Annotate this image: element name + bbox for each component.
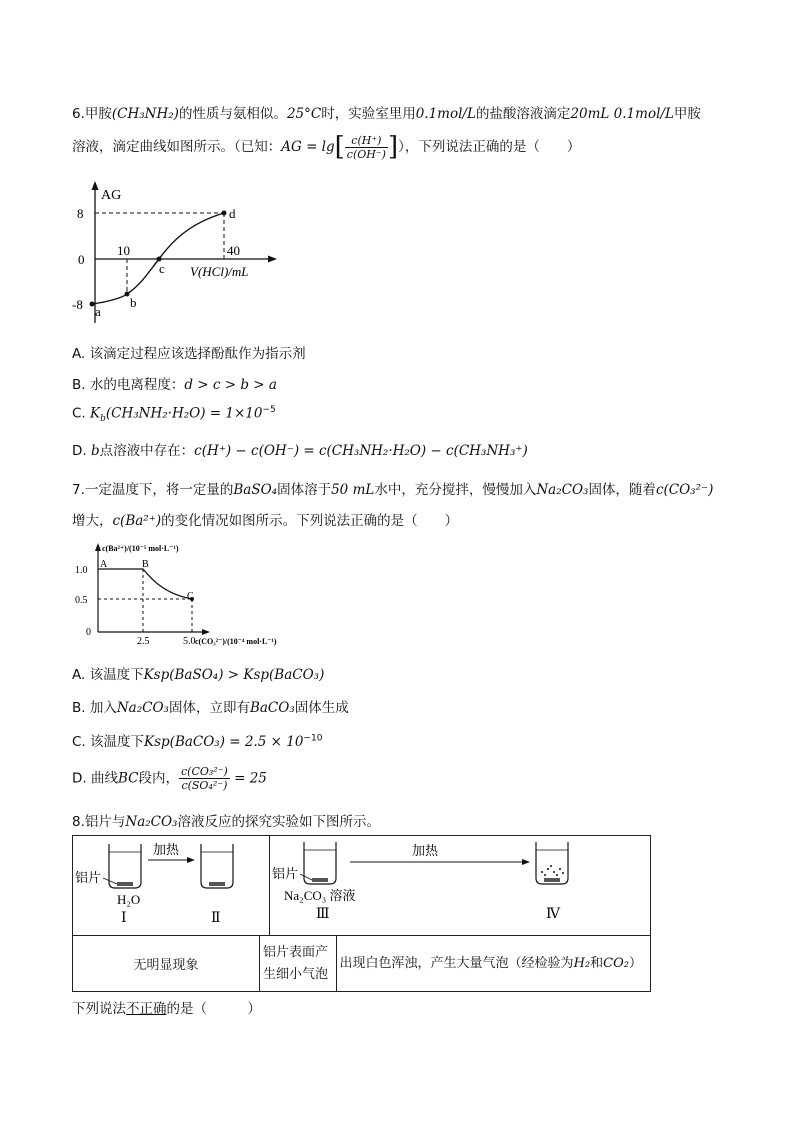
al-sheet-icon xyxy=(312,878,328,882)
y-tick-0: 0 xyxy=(78,252,85,267)
option-label: D. xyxy=(72,770,87,787)
option-text: 曲线 xyxy=(90,770,118,787)
option-text: 固体生成 xyxy=(294,700,349,716)
q8-stem xyxy=(72,810,380,830)
option-text: 该温度下 xyxy=(90,734,145,750)
label-A: A xyxy=(100,559,108,570)
x-tick-2.5: 2.5 xyxy=(137,636,150,647)
q8-question xyxy=(72,997,261,1017)
label-b: b xyxy=(130,295,137,310)
q7-baso4: BaSO₄ xyxy=(233,482,278,498)
label-I: Ⅰ xyxy=(121,911,127,926)
q7-stem-text: 固体，随着 xyxy=(588,482,656,498)
x-tick-5.0: 5.0 xyxy=(183,636,196,647)
option-math: b xyxy=(90,443,100,459)
option-math: Na₂CO₃ xyxy=(116,700,169,716)
q6-option-b xyxy=(72,373,277,393)
label-II: Ⅱ xyxy=(211,911,221,926)
q6-option-a xyxy=(72,342,306,362)
table-row-figures xyxy=(73,836,651,936)
q6-stem-text: ），下列说法正确的是（ ） xyxy=(398,139,581,155)
option-label: C. xyxy=(72,405,86,422)
label-al-sheet: 铝片 xyxy=(272,866,299,881)
option-math: Ksp(BaCO₃) = 2.5 × 10 xyxy=(144,734,304,750)
q6-option-d xyxy=(72,439,528,459)
obs-h2: H₂ xyxy=(573,955,591,971)
option-text: 该温度下 xyxy=(89,667,144,683)
x-tick-10: 10 xyxy=(117,243,130,258)
pointer-line xyxy=(300,874,312,880)
cell-observation-iv xyxy=(336,936,650,992)
label-h2o: H₂O xyxy=(117,892,141,907)
cell-figure-na2co3 xyxy=(270,836,651,936)
al-sheet-icon xyxy=(117,882,133,886)
option-math: BC xyxy=(117,770,139,787)
q7-cba: c(Ba²⁺) xyxy=(112,513,162,529)
option-label: A. xyxy=(72,346,86,362)
option-label: B. xyxy=(72,700,86,716)
q7-stem-text: 增大， xyxy=(72,513,113,529)
pointer-line xyxy=(103,878,117,884)
fraction-denominator: c(OH⁻) xyxy=(346,147,386,161)
q6-conc: 0.1mol/L xyxy=(415,106,476,122)
water-heating-figure xyxy=(73,836,259,931)
q6-ag-definition: AG = lg xyxy=(281,139,335,155)
q7-option-c xyxy=(72,730,322,750)
q7-volume: 50 mL xyxy=(331,482,375,498)
bracket-right: ] xyxy=(387,132,399,162)
option-label: C. xyxy=(72,734,86,750)
beaker-icon xyxy=(304,842,336,884)
y-tick-1.0: 1.0 xyxy=(75,565,88,576)
q6-volume: 20mL 0.1mol/L xyxy=(570,106,674,122)
obs-text: 和 xyxy=(590,955,604,971)
y-tick-0.5: 0.5 xyxy=(75,595,88,606)
q6-stem-line1 xyxy=(72,102,701,122)
point-d xyxy=(222,211,227,216)
q7-ba-concentration-chart xyxy=(75,540,320,652)
bubbles-icon xyxy=(541,865,564,876)
q7-stem-text: 水中，充分搅拌，慢慢加入 xyxy=(374,482,537,498)
point-a xyxy=(90,302,95,307)
option-text: 段内， xyxy=(138,770,179,787)
q8-question-text: 的是（ ） xyxy=(166,1001,261,1017)
q6-stem-text: 溶液，滴定曲线如图所示。（已知： xyxy=(72,139,282,155)
q6-stem-text: 甲胺 xyxy=(673,106,701,122)
q7-stem-line1 xyxy=(72,478,713,498)
option-math: c(H⁺) − c(OH⁻) = c(CH₃NH₂·H₂O) − c(CH₃NH₃⁺) xyxy=(194,443,528,459)
cell-observation-water: 无明显现象 xyxy=(73,936,260,992)
x-axis-label: V(HCl)/mL xyxy=(190,264,249,279)
y-tick-0: 0 xyxy=(86,627,91,638)
q8-stem-text: 溶液反应的探究实验如下图所示。 xyxy=(177,814,380,830)
q7-option-d xyxy=(72,765,267,792)
option-text: 固体，立即有 xyxy=(168,700,250,716)
option-math: K xyxy=(90,405,101,422)
label-al-sheet: 铝片 xyxy=(75,870,102,885)
y-tick-minus8: -8 xyxy=(72,297,83,312)
label-d: d xyxy=(229,206,236,221)
option-math: d > c > b > a xyxy=(184,377,277,393)
obs-text: ） xyxy=(628,955,642,971)
beaker-icon xyxy=(109,844,141,888)
q6-temp: 25°C xyxy=(286,106,322,122)
option-math-subscript: b xyxy=(100,414,106,425)
q7-na2co3: Na₂CO₃ xyxy=(536,482,589,498)
obs-co2: CO₂ xyxy=(603,955,629,971)
bracket-left: [ xyxy=(334,132,345,162)
option-label: B. xyxy=(72,377,86,393)
label-heat: 加热 xyxy=(412,843,439,858)
q8-question-text: 下列说法 xyxy=(72,1001,126,1017)
q8-question-underlined: 不正确 xyxy=(126,1001,167,1017)
q7-option-b xyxy=(72,696,349,716)
label-na2co3-solution: Na₂CO₃ 溶液 xyxy=(284,888,356,903)
q6-option-c xyxy=(72,405,276,424)
option-math: BaCO₃ xyxy=(249,700,295,716)
beaker-icon xyxy=(201,844,233,888)
q6-stem-text: 的盐酸溶液滴定 xyxy=(475,106,571,122)
label-C: C xyxy=(187,591,194,602)
na2co3-heating-figure xyxy=(270,836,650,931)
q7-ratio-fraction xyxy=(179,765,230,792)
q7-stem-text: 固体溶于 xyxy=(277,482,332,498)
label-heat: 加热 xyxy=(153,842,180,857)
q6-stem-line2 xyxy=(72,132,580,162)
cell-observation-iii: 铝片表面产生细小气泡 xyxy=(260,936,337,992)
x-axis-arrow xyxy=(202,629,210,635)
label-c: c xyxy=(159,261,165,276)
option-label: A. xyxy=(72,667,86,683)
option-text: 该滴定过程应该选择酚酞作为指示剂 xyxy=(89,346,306,362)
x-tick-40: 40 xyxy=(227,243,240,258)
fraction-numerator: c(CO₃²⁻) xyxy=(181,765,228,778)
arrow-head xyxy=(522,859,530,865)
label-IV: Ⅳ xyxy=(546,907,560,922)
y-tick-8: 8 xyxy=(77,206,84,221)
label-a: a xyxy=(95,304,101,319)
option-math-exponent: −5 xyxy=(262,405,276,415)
q6-formula: (CH₃NH₂) xyxy=(111,106,179,122)
q7-option-a xyxy=(72,663,324,683)
option-math: Ksp(BaSO₄) > Ksp(BaCO₃) xyxy=(143,667,325,683)
q7-stem-text: 的变化情况如图所示。下列说法正确的是（ ） xyxy=(161,513,459,529)
q7-cco3: c(CO₃²⁻) xyxy=(655,482,714,498)
q7-stem-line2 xyxy=(72,509,458,529)
arrow-head xyxy=(187,857,195,863)
x-axis-arrow xyxy=(268,256,277,263)
q8-na2co3: Na₂CO₃ xyxy=(125,814,178,830)
fraction-denominator: c(SO₄²⁻) xyxy=(181,779,228,792)
al-sheet-icon xyxy=(209,882,225,886)
table-row-observations xyxy=(73,936,651,992)
label-B: B xyxy=(142,559,149,570)
q7-stem-text: 7.一定温度下，将一定量的 xyxy=(72,482,234,498)
option-math: = 25 xyxy=(234,770,267,787)
x-axis-label: c(CO₃²⁻)/(10⁻⁴ mol·L⁻¹) xyxy=(195,637,277,646)
y-axis-label: c(Ba²⁺)/(10⁻⁵ mol·L⁻¹) xyxy=(102,544,179,553)
option-math-exponent: −10 xyxy=(303,733,323,744)
option-text: 点溶液中存在： xyxy=(99,443,195,459)
y-axis-arrow xyxy=(92,181,99,190)
fraction-numerator: c(H⁺) xyxy=(345,134,388,148)
option-text: 加入 xyxy=(89,700,117,716)
q6-stem-text: 的性质与氨相似。 xyxy=(178,106,287,122)
option-label: D. xyxy=(72,443,87,459)
obs-text: 出现白色浑浊，产生大量气泡（经检验为 xyxy=(339,955,574,971)
cell-figure-water xyxy=(73,836,270,936)
q6-stem-text: 时，实验室里用 xyxy=(321,106,416,122)
y-axis-label: AG xyxy=(101,188,122,203)
y-axis-arrow xyxy=(95,543,101,551)
option-text: 水的电离程度： xyxy=(89,377,185,393)
point-b xyxy=(125,292,130,297)
q6-titration-chart xyxy=(72,178,282,328)
q6-ag-fraction xyxy=(345,134,388,161)
beaker-icon xyxy=(536,842,568,884)
q8-experiment-table xyxy=(72,835,651,992)
label-III: Ⅲ xyxy=(316,907,330,922)
al-sheet-icon xyxy=(544,878,560,882)
q8-stem-text: 8.铝片与 xyxy=(72,814,126,830)
ba-curve xyxy=(98,569,192,599)
option-math: (CH₃NH₂·H₂O) = 1×10 xyxy=(105,405,263,422)
q6-stem-text: 6.甲胺 xyxy=(72,106,112,122)
